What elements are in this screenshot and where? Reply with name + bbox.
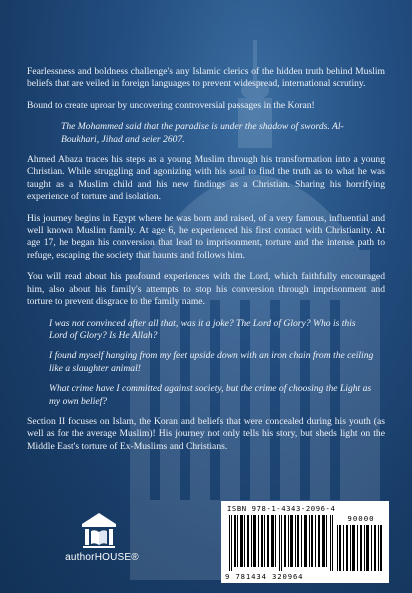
quote-iron-chain: I found myself hanging from my feet upside down with an iron chain from the ceiling like a slaughter animal! (49, 350, 374, 374)
publisher-name: authorHOUSE® (65, 552, 139, 563)
publisher-logo (60, 510, 144, 574)
back-cover-text (27, 66, 385, 462)
uproar-paragraph: Bound to create uproar by uncovering controversial passages in the Koran! (27, 99, 315, 111)
addon-barcode-bars (337, 525, 383, 571)
ean-barcode-bars (229, 515, 333, 571)
author-journey-paragraph: Ahmed Abaza traces his steps as a young Muslim through his transformation into a young Christian. While struggling and agonizing with his soul to find the truth as to what he was taught as a Muslim child and his new findings as a Christian. Sharing his horrifying experience of torture and isolation. (27, 154, 385, 203)
hadith-quote: The Mohammed said that the paradise is under the shadow of swords. Al-Boukhari, Jihad and seier 2607. (61, 121, 344, 145)
quote-crime: What crime have I committed against society, but the crime of choosing the Light as my own belief? (49, 383, 372, 407)
isbn-barcode (221, 501, 389, 583)
price-code: 90000 (347, 514, 375, 523)
isbn-label: ISBN 978-1-4343-2096-4 (227, 504, 336, 513)
intro-paragraph: Fearlessness and boldness challenge's any Islamic clerics of the hidden truth behind Muslim beliefs that are veiled in foreign languages to prevent widespread, international scrutiny. (27, 66, 385, 90)
barcode-digits: 9 781434 320964 (225, 572, 304, 581)
experiences-paragraph: You will read about his profound experiences with the Lord, which faithfully encouraged him, also about his family's attempts to stop his conversion through imprisonment and torture to prevent disgrace to the family name. (27, 271, 385, 308)
section-two-paragraph: Section II focuses on Islam, the Koran and beliefs that were concealed during his youth (as well as for the average Muslim)! His journey not only tells his story, but sheds light on the Middle East's torture of Ex-Muslims and Christians. (27, 415, 385, 452)
house-book-icon (78, 510, 120, 550)
quote-lord-of-glory: I was not convinced after all that, was it a joke? The Lord of Glory? Who is this Lord of Glory? Is He Allah? (49, 317, 356, 341)
egypt-paragraph: His journey begins in Egypt where he was born and raised, of a very famous, influential and well known Muslim family. At age 6, he experienced his first contact with Christianity. At age 17, he began his conversion that lead to imprisonment, torture and the intense path to refuge, escaping the society that haunts and follows him. (27, 212, 385, 261)
